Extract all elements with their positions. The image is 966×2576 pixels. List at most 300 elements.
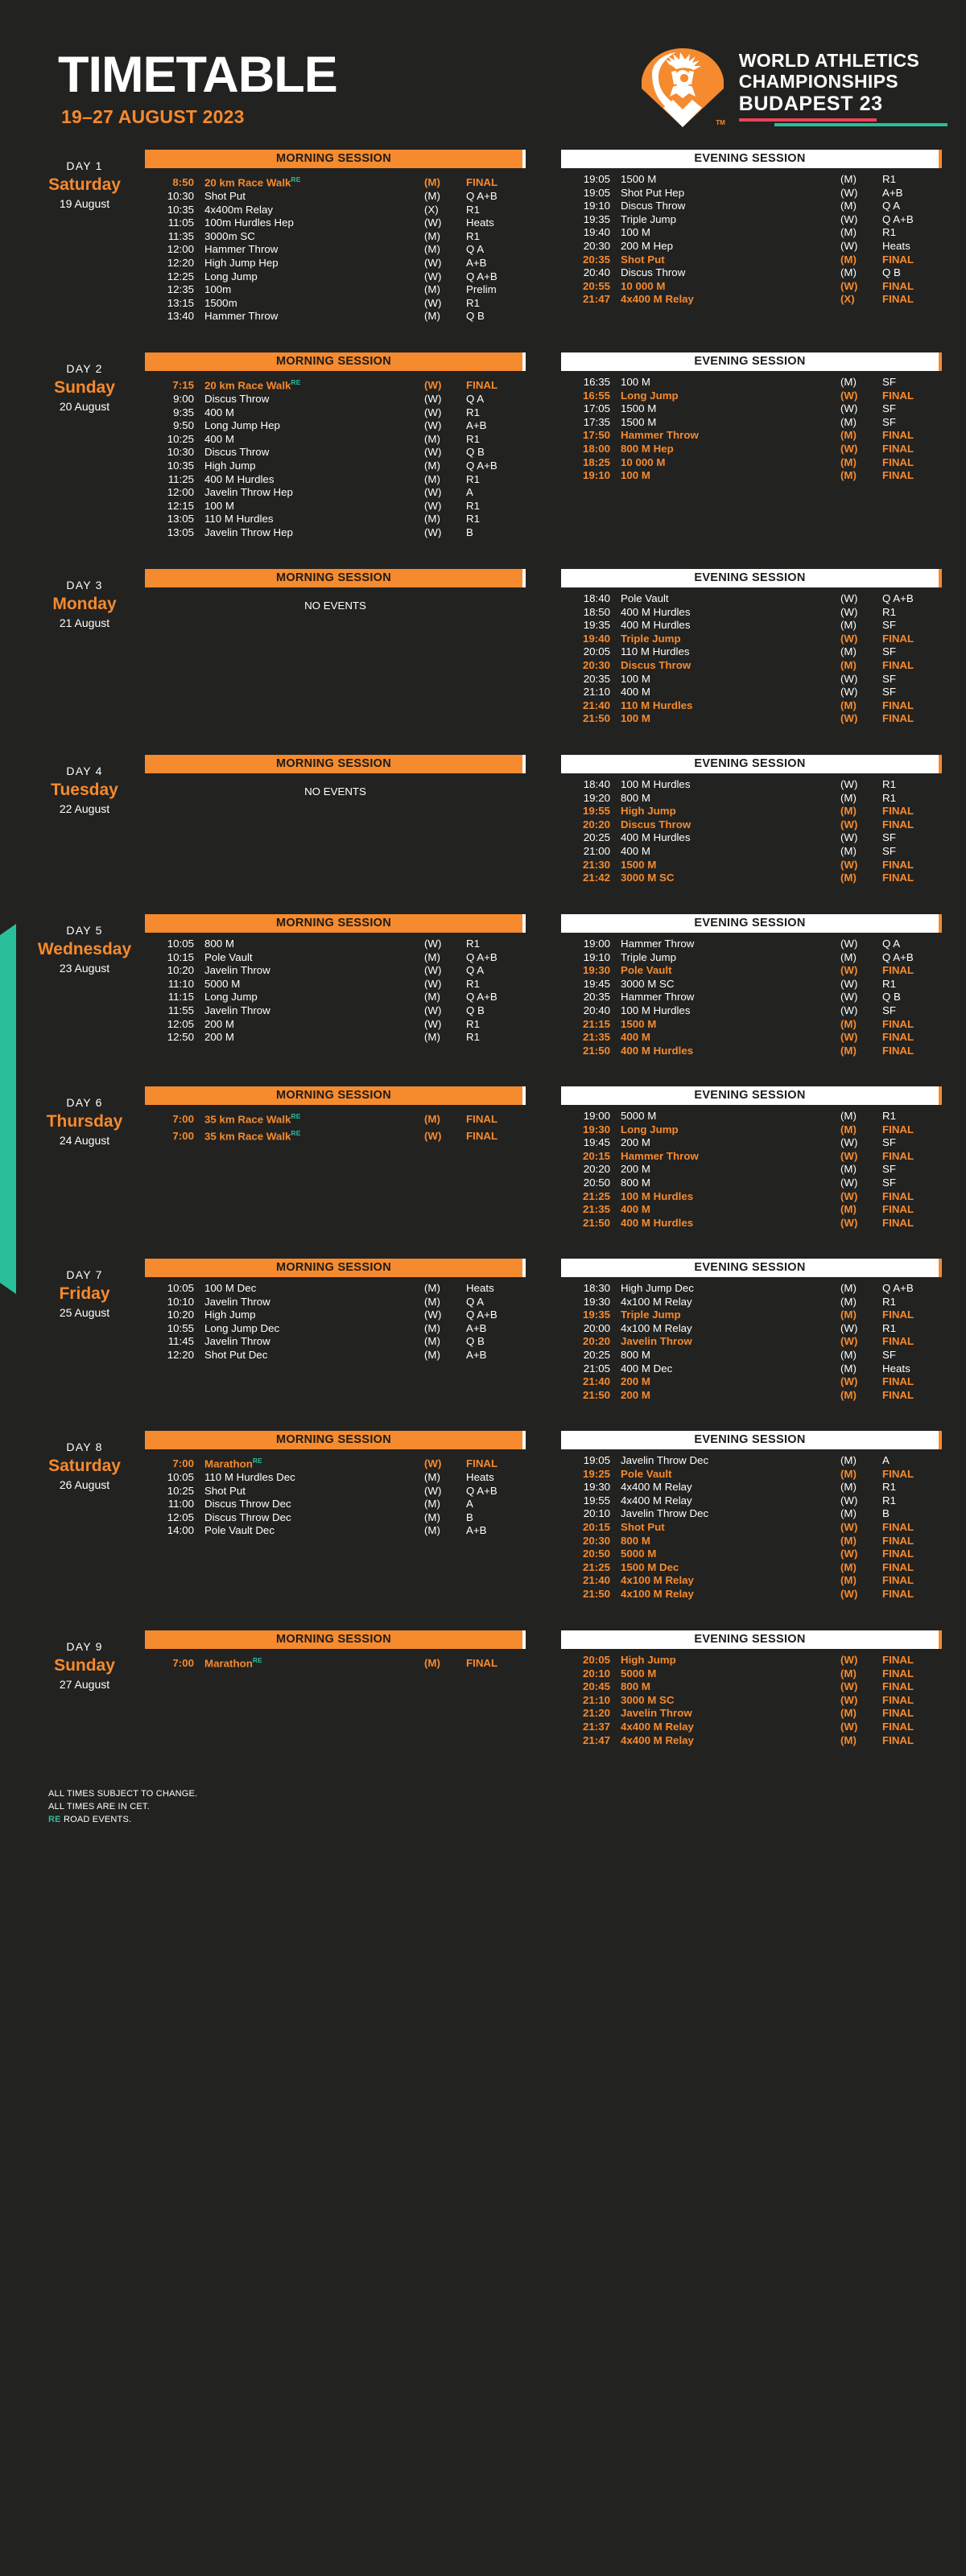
event-row — [561, 416, 942, 430]
event-row — [561, 619, 942, 633]
event-row — [561, 1481, 942, 1494]
event-round: FINAL — [882, 1654, 914, 1666]
event-name-text: 400 M Hurdles — [204, 472, 275, 485]
day-block — [0, 352, 966, 561]
morning-session — [145, 1431, 526, 1601]
morning-session-header: MORNING SESSION — [145, 150, 526, 168]
event-time: 7:00 — [172, 1113, 194, 1126]
event-round: FINAL — [882, 1309, 914, 1321]
event-gender: (X) — [840, 293, 855, 306]
event-name-text: Shot Put — [204, 190, 246, 203]
event-time: 19:45 — [583, 1136, 610, 1149]
event-gender: (M) — [840, 844, 857, 857]
event-gender: (M) — [840, 1309, 857, 1321]
event-time: 19:05 — [583, 1454, 610, 1466]
event-name-text: High Jump Hep — [204, 256, 279, 269]
event-time: 10:20 — [167, 964, 194, 977]
event-name-text: 400 M — [621, 686, 650, 699]
event-name-text: 4x100 M Relay — [621, 1574, 694, 1587]
event-name — [621, 173, 840, 187]
day-label — [24, 1630, 145, 1693]
event-time: 13:15 — [167, 296, 194, 309]
event-time: 21:50 — [582, 1044, 610, 1057]
day-label — [24, 569, 145, 632]
event-name — [621, 845, 840, 859]
event-name — [204, 204, 424, 217]
event-time: 18:40 — [583, 778, 610, 790]
event-name-text: 800 M — [621, 1680, 650, 1693]
event-time: 19:35 — [583, 212, 610, 225]
event-time: 20:35 — [583, 991, 610, 1004]
event-name — [621, 1110, 840, 1123]
event-name — [204, 460, 424, 473]
event-round: FINAL — [882, 1335, 914, 1348]
event-gender: (M) — [424, 472, 440, 485]
event-row — [561, 592, 942, 606]
day-number: DAY 1 — [66, 159, 103, 172]
event-time: 20:25 — [583, 831, 610, 844]
event-time: 20:20 — [582, 818, 610, 831]
evening-session-header: EVENING SESSION — [561, 569, 942, 587]
event-round: R1 — [466, 296, 480, 309]
event-name-text: 4x400 M Relay — [621, 1720, 694, 1733]
event-row — [145, 446, 526, 460]
event-name-text: Long Jump — [621, 389, 679, 402]
event-name — [621, 1574, 840, 1588]
event-name-text: Pole Vault — [621, 964, 672, 977]
footer-line-subject-to-change: ALL TIMES SUBJECT TO CHANGE. — [48, 1789, 198, 1799]
event-row — [561, 1217, 942, 1230]
event-round: FINAL — [882, 1667, 914, 1680]
event-time: 20:30 — [583, 239, 610, 252]
event-time: 10:35 — [167, 203, 194, 216]
event-row — [561, 1694, 942, 1708]
event-round: R1 — [466, 977, 480, 990]
event-name-text: 110 M Hurdles — [204, 513, 274, 526]
event-name — [204, 446, 424, 460]
day-block — [0, 1630, 966, 1768]
event-row — [561, 266, 942, 280]
event-gender: (M) — [424, 950, 440, 963]
event-round: FINAL — [882, 1017, 914, 1030]
event-row — [145, 1498, 526, 1511]
event-round: FINAL — [882, 1123, 914, 1136]
event-row — [561, 712, 942, 726]
event-time: 21:50 — [582, 712, 610, 725]
event-gender: (W) — [840, 186, 858, 199]
event-round: FINAL — [466, 1113, 498, 1126]
event-gender: (W) — [424, 1130, 442, 1143]
event-name-text: Marathon — [204, 1657, 253, 1670]
event-name-text: Shot Put — [204, 1484, 246, 1497]
event-round: Q A — [882, 938, 901, 950]
event-name — [204, 1127, 424, 1144]
event-name-text: High Jump — [621, 805, 676, 818]
event-name-text: 100 M — [204, 499, 234, 512]
event-round: R1 — [882, 791, 896, 804]
event-name-text: 10 000 M — [621, 279, 666, 292]
event-time: 7:00 — [172, 1657, 194, 1670]
event-row — [145, 270, 526, 284]
event-row — [561, 253, 942, 267]
no-events-label: NO EVENTS — [304, 785, 366, 798]
event-gender: (M) — [424, 1524, 440, 1537]
event-name — [621, 280, 840, 294]
event-name — [621, 964, 840, 978]
event-gender: (M) — [840, 950, 857, 963]
event-name-text: 100 M — [621, 226, 650, 239]
event-name-text: Triple Jump — [621, 632, 681, 645]
event-time: 19:40 — [583, 226, 610, 239]
event-row — [561, 1494, 942, 1508]
event-name-text: 100 M — [621, 672, 650, 685]
road-event-marker: RE — [291, 1112, 301, 1120]
event-name — [204, 1524, 424, 1538]
event-round: R1 — [882, 1494, 896, 1506]
event-time: 21:35 — [582, 1031, 610, 1044]
event-name-text: High Jump Dec — [621, 1282, 694, 1294]
event-time: 10:25 — [167, 432, 194, 445]
event-name — [204, 173, 424, 190]
day-block — [0, 1259, 966, 1423]
event-name — [204, 406, 424, 420]
event-row — [561, 606, 942, 620]
event-gender: (X) — [424, 203, 439, 216]
morning-session — [145, 569, 526, 726]
evening-event-list — [561, 1654, 942, 1747]
event-round: Q A — [466, 964, 485, 977]
event-row — [145, 1110, 526, 1127]
event-time: 13:40 — [167, 310, 194, 323]
event-round: Q A+B — [466, 1309, 497, 1321]
event-gender: (M) — [840, 1560, 857, 1573]
event-time: 19:20 — [583, 791, 610, 804]
day-sessions — [145, 914, 942, 1057]
event-row — [561, 1136, 942, 1150]
event-gender: (W) — [840, 1216, 858, 1229]
event-name-text: 4x400m Relay — [204, 203, 273, 216]
event-row — [145, 500, 526, 513]
event-row — [561, 1150, 942, 1164]
event-time: 12:00 — [167, 486, 194, 499]
event-time: 16:55 — [582, 389, 610, 402]
footer-notes — [0, 1776, 966, 1840]
event-gender: (W) — [424, 1017, 442, 1030]
event-row — [561, 938, 942, 951]
event-name-text: Discus Throw — [621, 266, 686, 279]
day-date: 22 August — [59, 802, 110, 816]
event-time: 20:10 — [583, 1507, 610, 1520]
event-time: 11:00 — [167, 1498, 194, 1511]
event-gender: (M) — [840, 429, 857, 442]
event-row — [145, 433, 526, 447]
event-name-text: Discus Throw Dec — [204, 1498, 291, 1511]
event-time: 20:05 — [583, 645, 610, 658]
event-name — [621, 1322, 840, 1336]
event-name — [204, 393, 424, 406]
event-name — [621, 872, 840, 885]
day-date: 25 August — [59, 1306, 110, 1320]
event-time: 8:50 — [172, 176, 194, 189]
event-name-text: 200 M Hep — [621, 239, 674, 252]
event-time: 10:05 — [167, 1282, 194, 1294]
event-row — [561, 645, 942, 659]
event-round: SF — [882, 831, 896, 844]
event-round: FINAL — [882, 1534, 914, 1547]
day-sessions — [145, 1259, 942, 1402]
event-gender: (M) — [840, 805, 857, 818]
event-gender: (M) — [424, 1321, 440, 1334]
event-row — [561, 469, 942, 483]
event-row — [561, 187, 942, 200]
event-round: FINAL — [466, 1130, 498, 1143]
event-row — [145, 1004, 526, 1018]
event-time: 21:15 — [582, 1017, 610, 1030]
evening-session-header: EVENING SESSION — [561, 150, 942, 168]
event-row — [145, 376, 526, 393]
event-name — [621, 1588, 840, 1601]
event-name — [621, 592, 840, 606]
event-time: 21:37 — [582, 1720, 610, 1733]
day-weekday: Sunday — [54, 1656, 115, 1675]
event-name — [621, 1282, 840, 1296]
day-number: DAY 8 — [66, 1440, 103, 1453]
event-time: 12:05 — [167, 1017, 194, 1030]
event-round: FINAL — [882, 293, 914, 306]
event-row — [145, 310, 526, 324]
event-row — [561, 778, 942, 792]
event-name-text: 4x400 M Relay — [621, 1494, 692, 1506]
event-name — [204, 1485, 424, 1498]
event-name-text: 5000 M — [204, 977, 241, 990]
event-time: 12:15 — [167, 499, 194, 512]
day-number: DAY 3 — [66, 579, 103, 591]
event-time: 21:40 — [582, 1574, 610, 1587]
morning-session-header: MORNING SESSION — [145, 569, 526, 587]
event-row — [561, 659, 942, 673]
event-round: FINAL — [466, 176, 498, 189]
event-name-text: Discus Throw — [621, 200, 686, 212]
event-row — [561, 1282, 942, 1296]
event-name — [204, 216, 424, 230]
event-gender: (W) — [840, 1548, 858, 1560]
event-round: A+B — [466, 256, 487, 269]
evening-session-header: EVENING SESSION — [561, 914, 942, 933]
event-row — [561, 389, 942, 403]
event-name-text: Long Jump — [621, 1123, 679, 1136]
event-name-text: 20 km Race Walk — [204, 379, 291, 392]
event-row — [561, 402, 942, 416]
event-round: FINAL — [882, 1693, 914, 1706]
morning-event-list — [145, 592, 526, 612]
event-round: FINAL — [882, 1707, 914, 1720]
morning-session — [145, 352, 526, 540]
event-row — [145, 1335, 526, 1349]
event-logo — [639, 47, 942, 130]
evening-session — [561, 1259, 942, 1402]
event-gender: (M) — [840, 1017, 857, 1030]
event-name — [204, 1322, 424, 1336]
event-name-text: Shot Put — [621, 253, 665, 266]
event-round: FINAL — [466, 1657, 498, 1670]
event-round: FINAL — [882, 1189, 914, 1202]
event-round: SF — [882, 844, 896, 857]
event-row — [561, 633, 942, 646]
event-row — [145, 283, 526, 297]
event-time: 13:05 — [167, 526, 194, 538]
evening-event-list — [561, 1454, 942, 1601]
day-label — [24, 1086, 145, 1149]
event-gender: (W) — [840, 778, 858, 790]
event-round: FINAL — [882, 1587, 914, 1600]
event-name-text: 100 M Hurdles — [621, 778, 691, 790]
event-name-text: Pole Vault Dec — [204, 1524, 275, 1537]
event-name-text: 4x100 M Relay — [621, 1321, 692, 1334]
event-time: 10:25 — [167, 1484, 194, 1497]
event-gender: (W) — [424, 406, 442, 418]
event-round: R1 — [466, 1017, 480, 1030]
event-time: 18:00 — [582, 442, 610, 455]
event-name — [621, 1535, 840, 1548]
event-name-text: Shot Put Hep — [621, 186, 685, 199]
event-row — [145, 1524, 526, 1538]
day-number: DAY 5 — [66, 924, 103, 937]
event-row — [145, 978, 526, 991]
event-name-text: Hammer Throw — [621, 938, 695, 950]
event-time: 21:47 — [582, 293, 610, 306]
event-row — [561, 699, 942, 713]
event-round: Q A — [882, 200, 901, 212]
event-time: 11:35 — [167, 229, 194, 242]
event-time: 20:55 — [582, 279, 610, 292]
event-time: 19:55 — [582, 805, 610, 818]
event-name — [621, 213, 840, 227]
event-round: A+B — [466, 1524, 487, 1537]
event-name — [621, 792, 840, 806]
event-row — [561, 872, 942, 885]
event-name — [204, 1282, 424, 1296]
event-round: R1 — [466, 938, 480, 950]
event-gender: (M) — [840, 1282, 857, 1294]
evening-session — [561, 150, 942, 324]
event-row — [561, 1110, 942, 1123]
event-gender: (M) — [424, 1348, 440, 1361]
event-name — [621, 1721, 840, 1734]
event-row — [561, 240, 942, 253]
event-round: A — [466, 1498, 473, 1511]
event-row — [145, 938, 526, 951]
event-time: 11:05 — [167, 216, 194, 229]
morning-event-list — [145, 778, 526, 798]
event-gender: (M) — [424, 1295, 440, 1308]
event-name-text: High Jump — [204, 1309, 256, 1321]
event-time: 19:05 — [583, 173, 610, 185]
event-time: 20:15 — [582, 1520, 610, 1533]
event-gender: (W) — [840, 818, 858, 831]
event-name — [621, 1177, 840, 1190]
day-number: DAY 6 — [66, 1096, 103, 1109]
event-row — [561, 1163, 942, 1177]
event-round: FINAL — [882, 1203, 914, 1216]
event-row — [561, 1468, 942, 1482]
event-gender: (W) — [840, 938, 858, 950]
event-round: FINAL — [466, 379, 498, 392]
page-header — [0, 0, 966, 150]
event-round: R1 — [466, 513, 480, 526]
event-round: R1 — [882, 1295, 896, 1308]
event-time: 20:45 — [582, 1680, 610, 1693]
event-gender: (W) — [840, 632, 858, 645]
event-time: 21:00 — [583, 844, 610, 857]
event-round: FINAL — [882, 1520, 914, 1533]
event-round: R1 — [466, 229, 480, 242]
day-block — [0, 1431, 966, 1622]
event-round: Q A+B — [882, 592, 914, 604]
morning-session-header: MORNING SESSION — [145, 1086, 526, 1105]
event-gender: (W) — [840, 212, 858, 225]
event-time: 21:10 — [583, 686, 610, 699]
day-sessions — [145, 150, 942, 324]
event-gender: (W) — [840, 605, 858, 618]
event-name — [621, 633, 840, 646]
event-row — [145, 1322, 526, 1336]
event-gender: (M) — [424, 243, 440, 256]
event-name — [621, 1389, 840, 1403]
event-name-text: Javelin Throw Hep — [204, 486, 293, 499]
event-name — [204, 283, 424, 297]
event-name-text: Long Jump Hep — [204, 419, 280, 432]
event-gender: (W) — [840, 712, 858, 725]
event-name-text: 20 km Race Walk — [204, 176, 291, 189]
event-name-text: 400 M — [621, 1031, 650, 1044]
morning-event-list — [145, 1654, 526, 1671]
left-green-accent-stripe — [0, 924, 16, 1294]
event-round: A+B — [466, 1321, 487, 1334]
day-weekday: Friday — [59, 1284, 110, 1303]
event-name — [204, 500, 424, 513]
event-row — [561, 1588, 942, 1601]
event-gender: (M) — [424, 283, 440, 296]
event-row — [561, 429, 942, 443]
evening-session-header: EVENING SESSION — [561, 755, 942, 773]
event-time: 19:40 — [582, 632, 610, 645]
event-row — [561, 1507, 942, 1521]
event-name-text: 800 M — [204, 938, 234, 950]
event-name — [621, 443, 840, 456]
no-events-label: NO EVENTS — [304, 600, 366, 612]
event-gender: (M) — [840, 200, 857, 212]
day-number: DAY 7 — [66, 1268, 103, 1281]
event-row — [145, 173, 526, 190]
event-round: FINAL — [882, 455, 914, 468]
event-name — [621, 1707, 840, 1721]
event-name-text: Javelin Throw Dec — [621, 1507, 709, 1520]
hungary-flag-stripes — [739, 118, 912, 126]
event-time: 12:20 — [167, 256, 194, 269]
event-gender: (W) — [424, 964, 442, 977]
event-name — [621, 1045, 840, 1058]
event-time: 19:05 — [583, 186, 610, 199]
event-gender: (M) — [840, 1481, 857, 1494]
day-label — [24, 1431, 145, 1494]
event-time: 21:42 — [582, 872, 610, 884]
event-time: 21:50 — [582, 1388, 610, 1401]
event-name — [621, 1654, 840, 1667]
event-name — [621, 416, 840, 430]
event-time: 12:50 — [167, 1031, 194, 1044]
event-gender: (W) — [424, 977, 442, 990]
day-weekday: Sunday — [54, 378, 115, 397]
